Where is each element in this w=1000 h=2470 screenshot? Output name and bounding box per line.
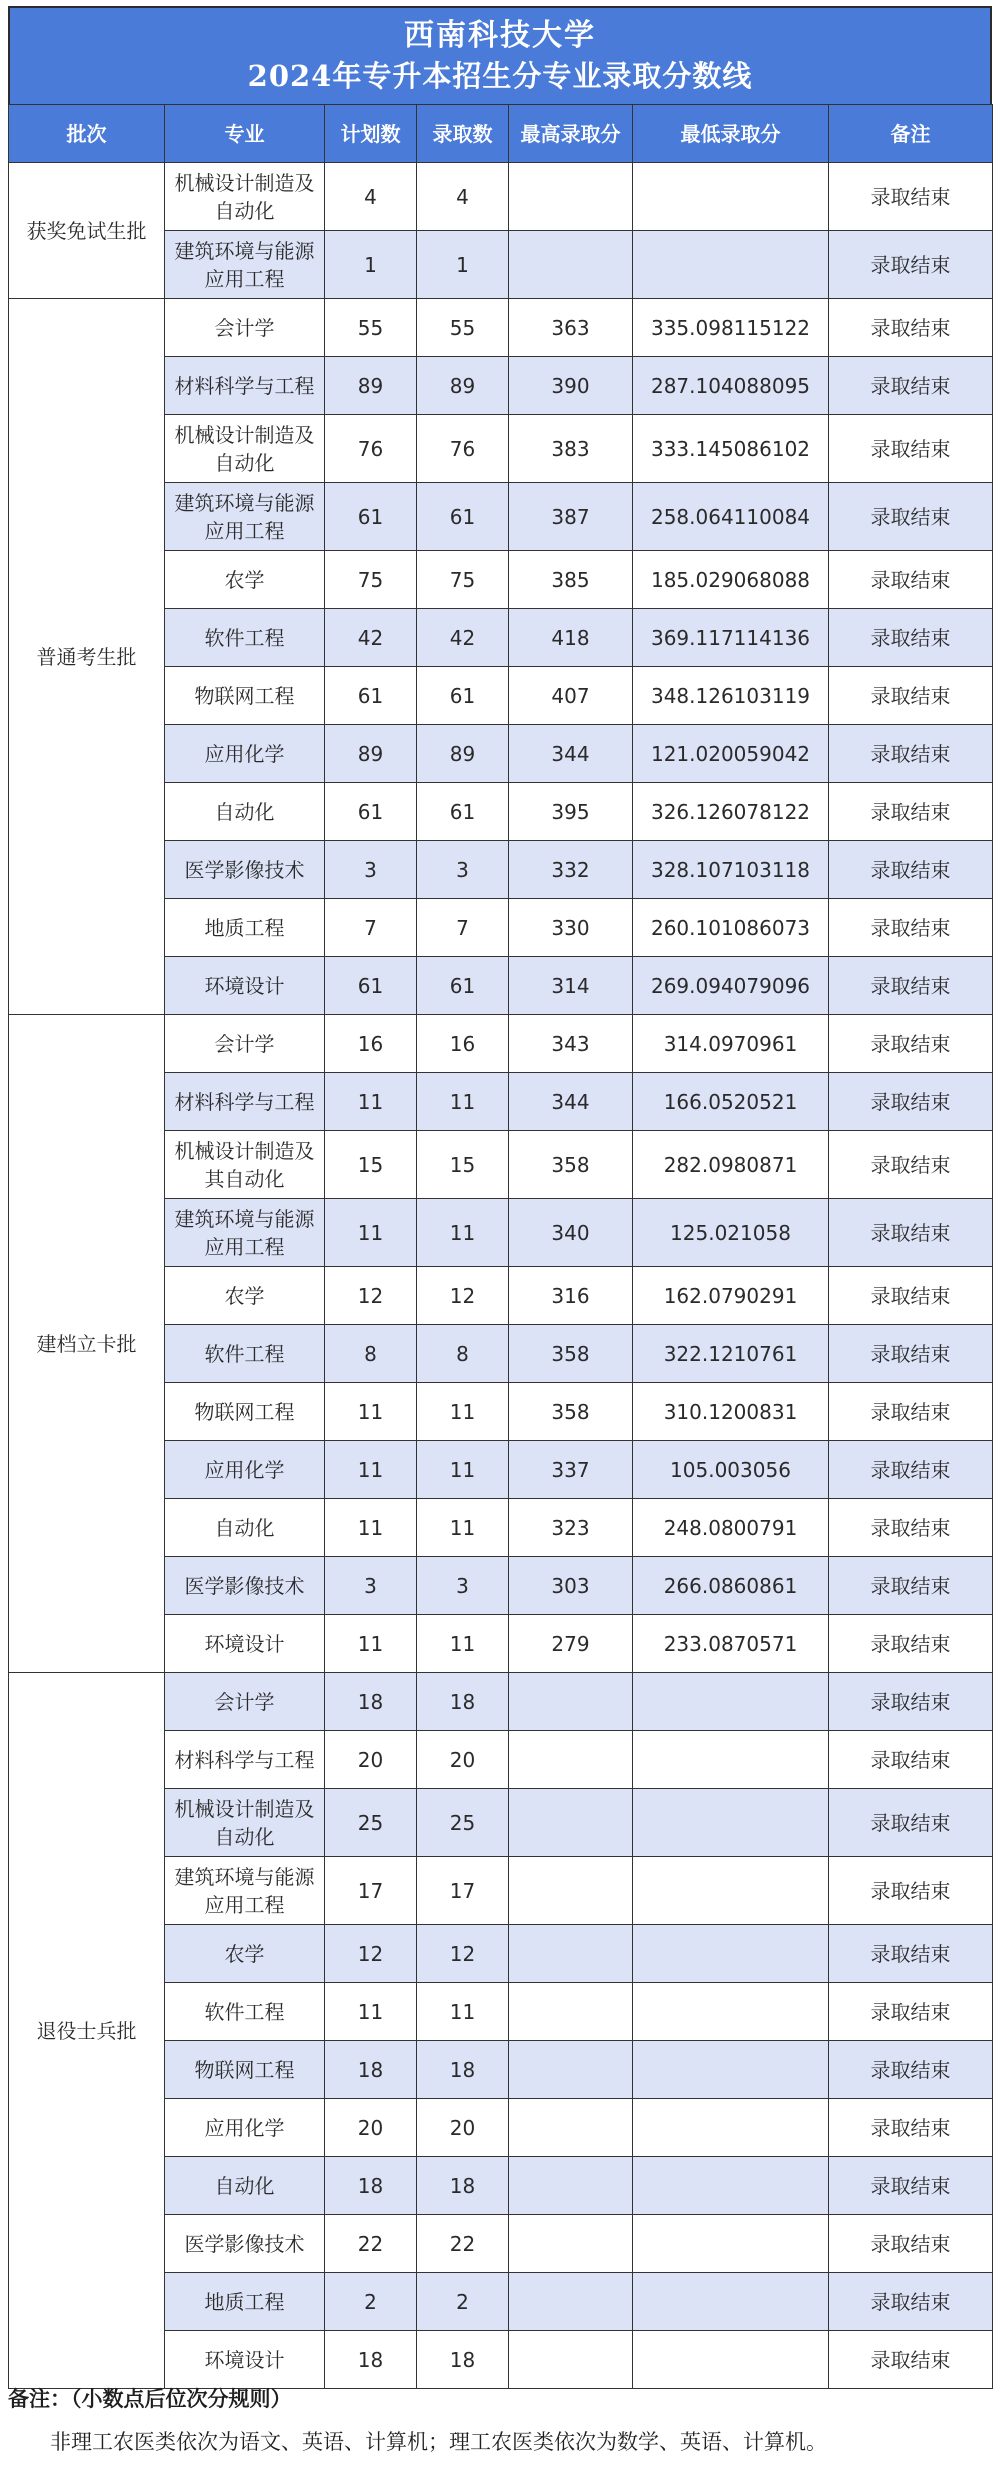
admit-cell: 89 bbox=[417, 725, 509, 783]
plan-cell: 18 bbox=[325, 2331, 417, 2389]
table-row bbox=[9, 1015, 993, 1073]
max-score-cell: 330 bbox=[509, 899, 633, 957]
max-score-cell: 314 bbox=[509, 957, 633, 1015]
min-score-cell bbox=[633, 231, 829, 299]
major-cell: 机械设计制造及其自动化 bbox=[165, 1131, 325, 1199]
min-score-cell bbox=[633, 2041, 829, 2099]
batch-cell: 普通考生批 bbox=[9, 299, 165, 1015]
plan-cell: 1 bbox=[325, 231, 417, 299]
plan-cell: 42 bbox=[325, 609, 417, 667]
note-cell: 录取结束 bbox=[829, 2273, 993, 2331]
table-row bbox=[9, 299, 993, 357]
min-score-cell bbox=[633, 2273, 829, 2331]
major-cell: 自动化 bbox=[165, 1499, 325, 1557]
min-score-cell: 258.064110084 bbox=[633, 483, 829, 551]
major-cell: 会计学 bbox=[165, 299, 325, 357]
admit-cell: 18 bbox=[417, 2041, 509, 2099]
batch-cell: 退役士兵批 bbox=[9, 1673, 165, 2389]
plan-cell: 76 bbox=[325, 415, 417, 483]
major-cell: 会计学 bbox=[165, 1015, 325, 1073]
note-cell: 录取结束 bbox=[829, 1267, 993, 1325]
max-score-cell bbox=[509, 2331, 633, 2389]
admit-cell: 61 bbox=[417, 957, 509, 1015]
max-score-cell: 323 bbox=[509, 1499, 633, 1557]
admit-cell: 11 bbox=[417, 1615, 509, 1673]
max-score-cell: 343 bbox=[509, 1015, 633, 1073]
max-score-cell bbox=[509, 231, 633, 299]
min-score-cell bbox=[633, 1673, 829, 1731]
major-cell: 农学 bbox=[165, 1925, 325, 1983]
min-score-cell bbox=[633, 1857, 829, 1925]
min-score-cell: 125.021058 bbox=[633, 1199, 829, 1267]
admit-cell: 18 bbox=[417, 2157, 509, 2215]
min-score-cell: 322.1210761 bbox=[633, 1325, 829, 1383]
major-cell: 自动化 bbox=[165, 783, 325, 841]
note-cell: 录取结束 bbox=[829, 725, 993, 783]
note-cell: 录取结束 bbox=[829, 1673, 993, 1731]
major-cell: 材料科学与工程 bbox=[165, 357, 325, 415]
table-title: 2024年专升本招生分专业录取分数线 bbox=[247, 59, 753, 93]
min-score-cell bbox=[633, 1789, 829, 1857]
min-score-cell bbox=[633, 1983, 829, 2041]
plan-cell: 18 bbox=[325, 2157, 417, 2215]
max-score-cell: 363 bbox=[509, 299, 633, 357]
admit-cell: 11 bbox=[417, 1383, 509, 1441]
min-score-cell: 328.107103118 bbox=[633, 841, 829, 899]
min-score-cell bbox=[633, 2099, 829, 2157]
min-score-cell: 121.020059042 bbox=[633, 725, 829, 783]
max-score-cell bbox=[509, 1789, 633, 1857]
note-cell: 录取结束 bbox=[829, 1789, 993, 1857]
admit-cell: 76 bbox=[417, 415, 509, 483]
min-score-cell: 233.0870571 bbox=[633, 1615, 829, 1673]
admit-cell: 61 bbox=[417, 483, 509, 551]
major-cell: 机械设计制造及自动化 bbox=[165, 415, 325, 483]
note-cell: 录取结束 bbox=[829, 899, 993, 957]
min-score-cell: 105.003056 bbox=[633, 1441, 829, 1499]
note-cell: 录取结束 bbox=[829, 1015, 993, 1073]
note-cell: 录取结束 bbox=[829, 1131, 993, 1199]
max-score-cell bbox=[509, 2041, 633, 2099]
major-cell: 建筑环境与能源应用工程 bbox=[165, 231, 325, 299]
admit-cell: 61 bbox=[417, 783, 509, 841]
major-cell: 农学 bbox=[165, 1267, 325, 1325]
min-score-cell bbox=[633, 2215, 829, 2273]
max-score-cell bbox=[509, 1983, 633, 2041]
max-score-cell bbox=[509, 1673, 633, 1731]
plan-cell: 61 bbox=[325, 483, 417, 551]
major-cell: 建筑环境与能源应用工程 bbox=[165, 483, 325, 551]
notes-title: 备注：（小数点后位次分规则） bbox=[8, 2387, 292, 2411]
admit-cell: 16 bbox=[417, 1015, 509, 1073]
plan-cell: 20 bbox=[325, 1731, 417, 1789]
notes-body: 非理工农医类依次为语文、英语、计算机；理工农医类依次为数学、英语、计算机。 bbox=[50, 2430, 827, 2454]
admission-score-table bbox=[8, 104, 993, 2389]
admit-cell: 89 bbox=[417, 357, 509, 415]
major-cell: 物联网工程 bbox=[165, 2041, 325, 2099]
max-score-cell: 303 bbox=[509, 1557, 633, 1615]
admit-cell: 1 bbox=[417, 231, 509, 299]
min-score-cell bbox=[633, 163, 829, 231]
max-score-cell: 407 bbox=[509, 667, 633, 725]
plan-cell: 11 bbox=[325, 1615, 417, 1673]
major-cell: 会计学 bbox=[165, 1673, 325, 1731]
header-batch: 批次 bbox=[9, 105, 165, 163]
max-score-cell: 340 bbox=[509, 1199, 633, 1267]
plan-cell: 11 bbox=[325, 1983, 417, 2041]
major-cell: 建筑环境与能源应用工程 bbox=[165, 1199, 325, 1267]
note-cell: 录取结束 bbox=[829, 1925, 993, 1983]
plan-cell: 61 bbox=[325, 783, 417, 841]
min-score-cell: 333.145086102 bbox=[633, 415, 829, 483]
table-header-row bbox=[9, 105, 993, 163]
plan-cell: 25 bbox=[325, 1789, 417, 1857]
header-max-score: 最高录取分 bbox=[509, 105, 633, 163]
major-cell: 医学影像技术 bbox=[165, 841, 325, 899]
max-score-cell bbox=[509, 2215, 633, 2273]
notes-section bbox=[8, 2382, 992, 2462]
min-score-cell bbox=[633, 2157, 829, 2215]
max-score-cell bbox=[509, 163, 633, 231]
major-cell: 机械设计制造及自动化 bbox=[165, 1789, 325, 1857]
batch-cell: 建档立卡批 bbox=[9, 1015, 165, 1673]
plan-cell: 2 bbox=[325, 2273, 417, 2331]
max-score-cell bbox=[509, 1731, 633, 1789]
plan-cell: 89 bbox=[325, 357, 417, 415]
plan-cell: 89 bbox=[325, 725, 417, 783]
min-score-cell: 326.126078122 bbox=[633, 783, 829, 841]
plan-cell: 11 bbox=[325, 1199, 417, 1267]
major-cell: 农学 bbox=[165, 551, 325, 609]
major-cell: 医学影像技术 bbox=[165, 1557, 325, 1615]
plan-cell: 8 bbox=[325, 1325, 417, 1383]
admit-cell: 42 bbox=[417, 609, 509, 667]
header-major: 专业 bbox=[165, 105, 325, 163]
plan-cell: 61 bbox=[325, 957, 417, 1015]
max-score-cell: 383 bbox=[509, 415, 633, 483]
note-cell: 录取结束 bbox=[829, 957, 993, 1015]
admit-cell: 11 bbox=[417, 1499, 509, 1557]
note-cell: 录取结束 bbox=[829, 609, 993, 667]
min-score-cell: 369.117114136 bbox=[633, 609, 829, 667]
header-plan: 计划数 bbox=[325, 105, 417, 163]
admit-cell: 25 bbox=[417, 1789, 509, 1857]
plan-cell: 12 bbox=[325, 1267, 417, 1325]
note-cell: 录取结束 bbox=[829, 1199, 993, 1267]
major-cell: 机械设计制造及自动化 bbox=[165, 163, 325, 231]
major-cell: 物联网工程 bbox=[165, 667, 325, 725]
major-cell: 应用化学 bbox=[165, 725, 325, 783]
admit-cell: 55 bbox=[417, 299, 509, 357]
note-cell: 录取结束 bbox=[829, 357, 993, 415]
note-cell: 录取结束 bbox=[829, 1731, 993, 1789]
plan-cell: 11 bbox=[325, 1383, 417, 1441]
major-cell: 地质工程 bbox=[165, 2273, 325, 2331]
admit-cell: 18 bbox=[417, 1673, 509, 1731]
major-cell: 软件工程 bbox=[165, 609, 325, 667]
max-score-cell bbox=[509, 2099, 633, 2157]
max-score-cell: 358 bbox=[509, 1325, 633, 1383]
note-cell: 录取结束 bbox=[829, 2041, 993, 2099]
admit-cell: 3 bbox=[417, 841, 509, 899]
admit-cell: 11 bbox=[417, 1073, 509, 1131]
plan-cell: 3 bbox=[325, 1557, 417, 1615]
major-cell: 环境设计 bbox=[165, 2331, 325, 2389]
note-cell: 录取结束 bbox=[829, 841, 993, 899]
table-row bbox=[9, 1673, 993, 1731]
note-cell: 录取结束 bbox=[829, 483, 993, 551]
admit-cell: 61 bbox=[417, 667, 509, 725]
table-title-banner bbox=[8, 6, 992, 104]
note-cell: 录取结束 bbox=[829, 1557, 993, 1615]
min-score-cell bbox=[633, 1731, 829, 1789]
note-cell: 录取结束 bbox=[829, 1983, 993, 2041]
max-score-cell: 385 bbox=[509, 551, 633, 609]
admit-cell: 75 bbox=[417, 551, 509, 609]
admit-cell: 17 bbox=[417, 1857, 509, 1925]
note-cell: 录取结束 bbox=[829, 1615, 993, 1673]
note-cell: 录取结束 bbox=[829, 231, 993, 299]
min-score-cell: 335.098115122 bbox=[633, 299, 829, 357]
note-cell: 录取结束 bbox=[829, 2215, 993, 2273]
max-score-cell: 358 bbox=[509, 1131, 633, 1199]
admit-cell: 12 bbox=[417, 1925, 509, 1983]
admit-cell: 12 bbox=[417, 1267, 509, 1325]
plan-cell: 12 bbox=[325, 1925, 417, 1983]
major-cell: 物联网工程 bbox=[165, 1383, 325, 1441]
note-cell: 录取结束 bbox=[829, 1499, 993, 1557]
table-body bbox=[9, 163, 993, 2389]
plan-cell: 11 bbox=[325, 1441, 417, 1499]
plan-cell: 61 bbox=[325, 667, 417, 725]
max-score-cell: 358 bbox=[509, 1383, 633, 1441]
max-score-cell bbox=[509, 1857, 633, 1925]
major-cell: 地质工程 bbox=[165, 899, 325, 957]
admit-cell: 3 bbox=[417, 1557, 509, 1615]
major-cell: 软件工程 bbox=[165, 1325, 325, 1383]
table-row bbox=[9, 163, 993, 231]
min-score-cell: 282.0980871 bbox=[633, 1131, 829, 1199]
min-score-cell bbox=[633, 2331, 829, 2389]
university-name: 西南科技大学 bbox=[404, 18, 596, 53]
plan-cell: 22 bbox=[325, 2215, 417, 2273]
admit-cell: 20 bbox=[417, 1731, 509, 1789]
plan-cell: 55 bbox=[325, 299, 417, 357]
admit-cell: 7 bbox=[417, 899, 509, 957]
plan-cell: 3 bbox=[325, 841, 417, 899]
header-note: 备注 bbox=[829, 105, 993, 163]
major-cell: 应用化学 bbox=[165, 2099, 325, 2157]
major-cell: 医学影像技术 bbox=[165, 2215, 325, 2273]
min-score-cell bbox=[633, 1925, 829, 1983]
note-cell: 录取结束 bbox=[829, 1325, 993, 1383]
min-score-cell: 260.101086073 bbox=[633, 899, 829, 957]
min-score-cell: 266.0860861 bbox=[633, 1557, 829, 1615]
max-score-cell: 332 bbox=[509, 841, 633, 899]
min-score-cell: 248.0800791 bbox=[633, 1499, 829, 1557]
note-cell: 录取结束 bbox=[829, 551, 993, 609]
major-cell: 软件工程 bbox=[165, 1983, 325, 2041]
note-cell: 录取结束 bbox=[829, 2331, 993, 2389]
max-score-cell bbox=[509, 1925, 633, 1983]
header-min-score: 最低录取分 bbox=[633, 105, 829, 163]
plan-cell: 17 bbox=[325, 1857, 417, 1925]
max-score-cell bbox=[509, 2157, 633, 2215]
plan-cell: 4 bbox=[325, 163, 417, 231]
major-cell: 应用化学 bbox=[165, 1441, 325, 1499]
max-score-cell: 316 bbox=[509, 1267, 633, 1325]
admit-cell: 22 bbox=[417, 2215, 509, 2273]
plan-cell: 18 bbox=[325, 1673, 417, 1731]
note-cell: 录取结束 bbox=[829, 783, 993, 841]
major-cell: 材料科学与工程 bbox=[165, 1073, 325, 1131]
max-score-cell: 279 bbox=[509, 1615, 633, 1673]
note-cell: 录取结束 bbox=[829, 1073, 993, 1131]
max-score-cell: 387 bbox=[509, 483, 633, 551]
min-score-cell: 310.1200831 bbox=[633, 1383, 829, 1441]
batch-cell: 获奖免试生批 bbox=[9, 163, 165, 299]
max-score-cell: 344 bbox=[509, 725, 633, 783]
plan-cell: 11 bbox=[325, 1499, 417, 1557]
note-cell: 录取结束 bbox=[829, 2099, 993, 2157]
major-cell: 环境设计 bbox=[165, 1615, 325, 1673]
max-score-cell: 395 bbox=[509, 783, 633, 841]
plan-cell: 16 bbox=[325, 1015, 417, 1073]
plan-cell: 11 bbox=[325, 1073, 417, 1131]
major-cell: 环境设计 bbox=[165, 957, 325, 1015]
major-cell: 材料科学与工程 bbox=[165, 1731, 325, 1789]
admit-cell: 2 bbox=[417, 2273, 509, 2331]
note-cell: 录取结束 bbox=[829, 667, 993, 725]
header-admit: 录取数 bbox=[417, 105, 509, 163]
admit-cell: 8 bbox=[417, 1325, 509, 1383]
plan-cell: 15 bbox=[325, 1131, 417, 1199]
note-cell: 录取结束 bbox=[829, 2157, 993, 2215]
admit-cell: 18 bbox=[417, 2331, 509, 2389]
min-score-cell: 269.094079096 bbox=[633, 957, 829, 1015]
admit-cell: 4 bbox=[417, 163, 509, 231]
note-cell: 录取结束 bbox=[829, 1383, 993, 1441]
admit-cell: 11 bbox=[417, 1983, 509, 2041]
min-score-cell: 287.104088095 bbox=[633, 357, 829, 415]
note-cell: 录取结束 bbox=[829, 1857, 993, 1925]
min-score-cell: 166.0520521 bbox=[633, 1073, 829, 1131]
max-score-cell: 337 bbox=[509, 1441, 633, 1499]
plan-cell: 20 bbox=[325, 2099, 417, 2157]
admit-cell: 15 bbox=[417, 1131, 509, 1199]
admit-cell: 11 bbox=[417, 1199, 509, 1267]
admit-cell: 20 bbox=[417, 2099, 509, 2157]
note-cell: 录取结束 bbox=[829, 163, 993, 231]
max-score-cell: 390 bbox=[509, 357, 633, 415]
note-cell: 录取结束 bbox=[829, 415, 993, 483]
max-score-cell: 418 bbox=[509, 609, 633, 667]
major-cell: 建筑环境与能源应用工程 bbox=[165, 1857, 325, 1925]
max-score-cell bbox=[509, 2273, 633, 2331]
plan-cell: 7 bbox=[325, 899, 417, 957]
admit-cell: 11 bbox=[417, 1441, 509, 1499]
min-score-cell: 162.0790291 bbox=[633, 1267, 829, 1325]
min-score-cell: 314.0970961 bbox=[633, 1015, 829, 1073]
plan-cell: 75 bbox=[325, 551, 417, 609]
note-cell: 录取结束 bbox=[829, 1441, 993, 1499]
plan-cell: 18 bbox=[325, 2041, 417, 2099]
major-cell: 自动化 bbox=[165, 2157, 325, 2215]
min-score-cell: 185.029068088 bbox=[633, 551, 829, 609]
min-score-cell: 348.126103119 bbox=[633, 667, 829, 725]
note-cell: 录取结束 bbox=[829, 299, 993, 357]
max-score-cell: 344 bbox=[509, 1073, 633, 1131]
